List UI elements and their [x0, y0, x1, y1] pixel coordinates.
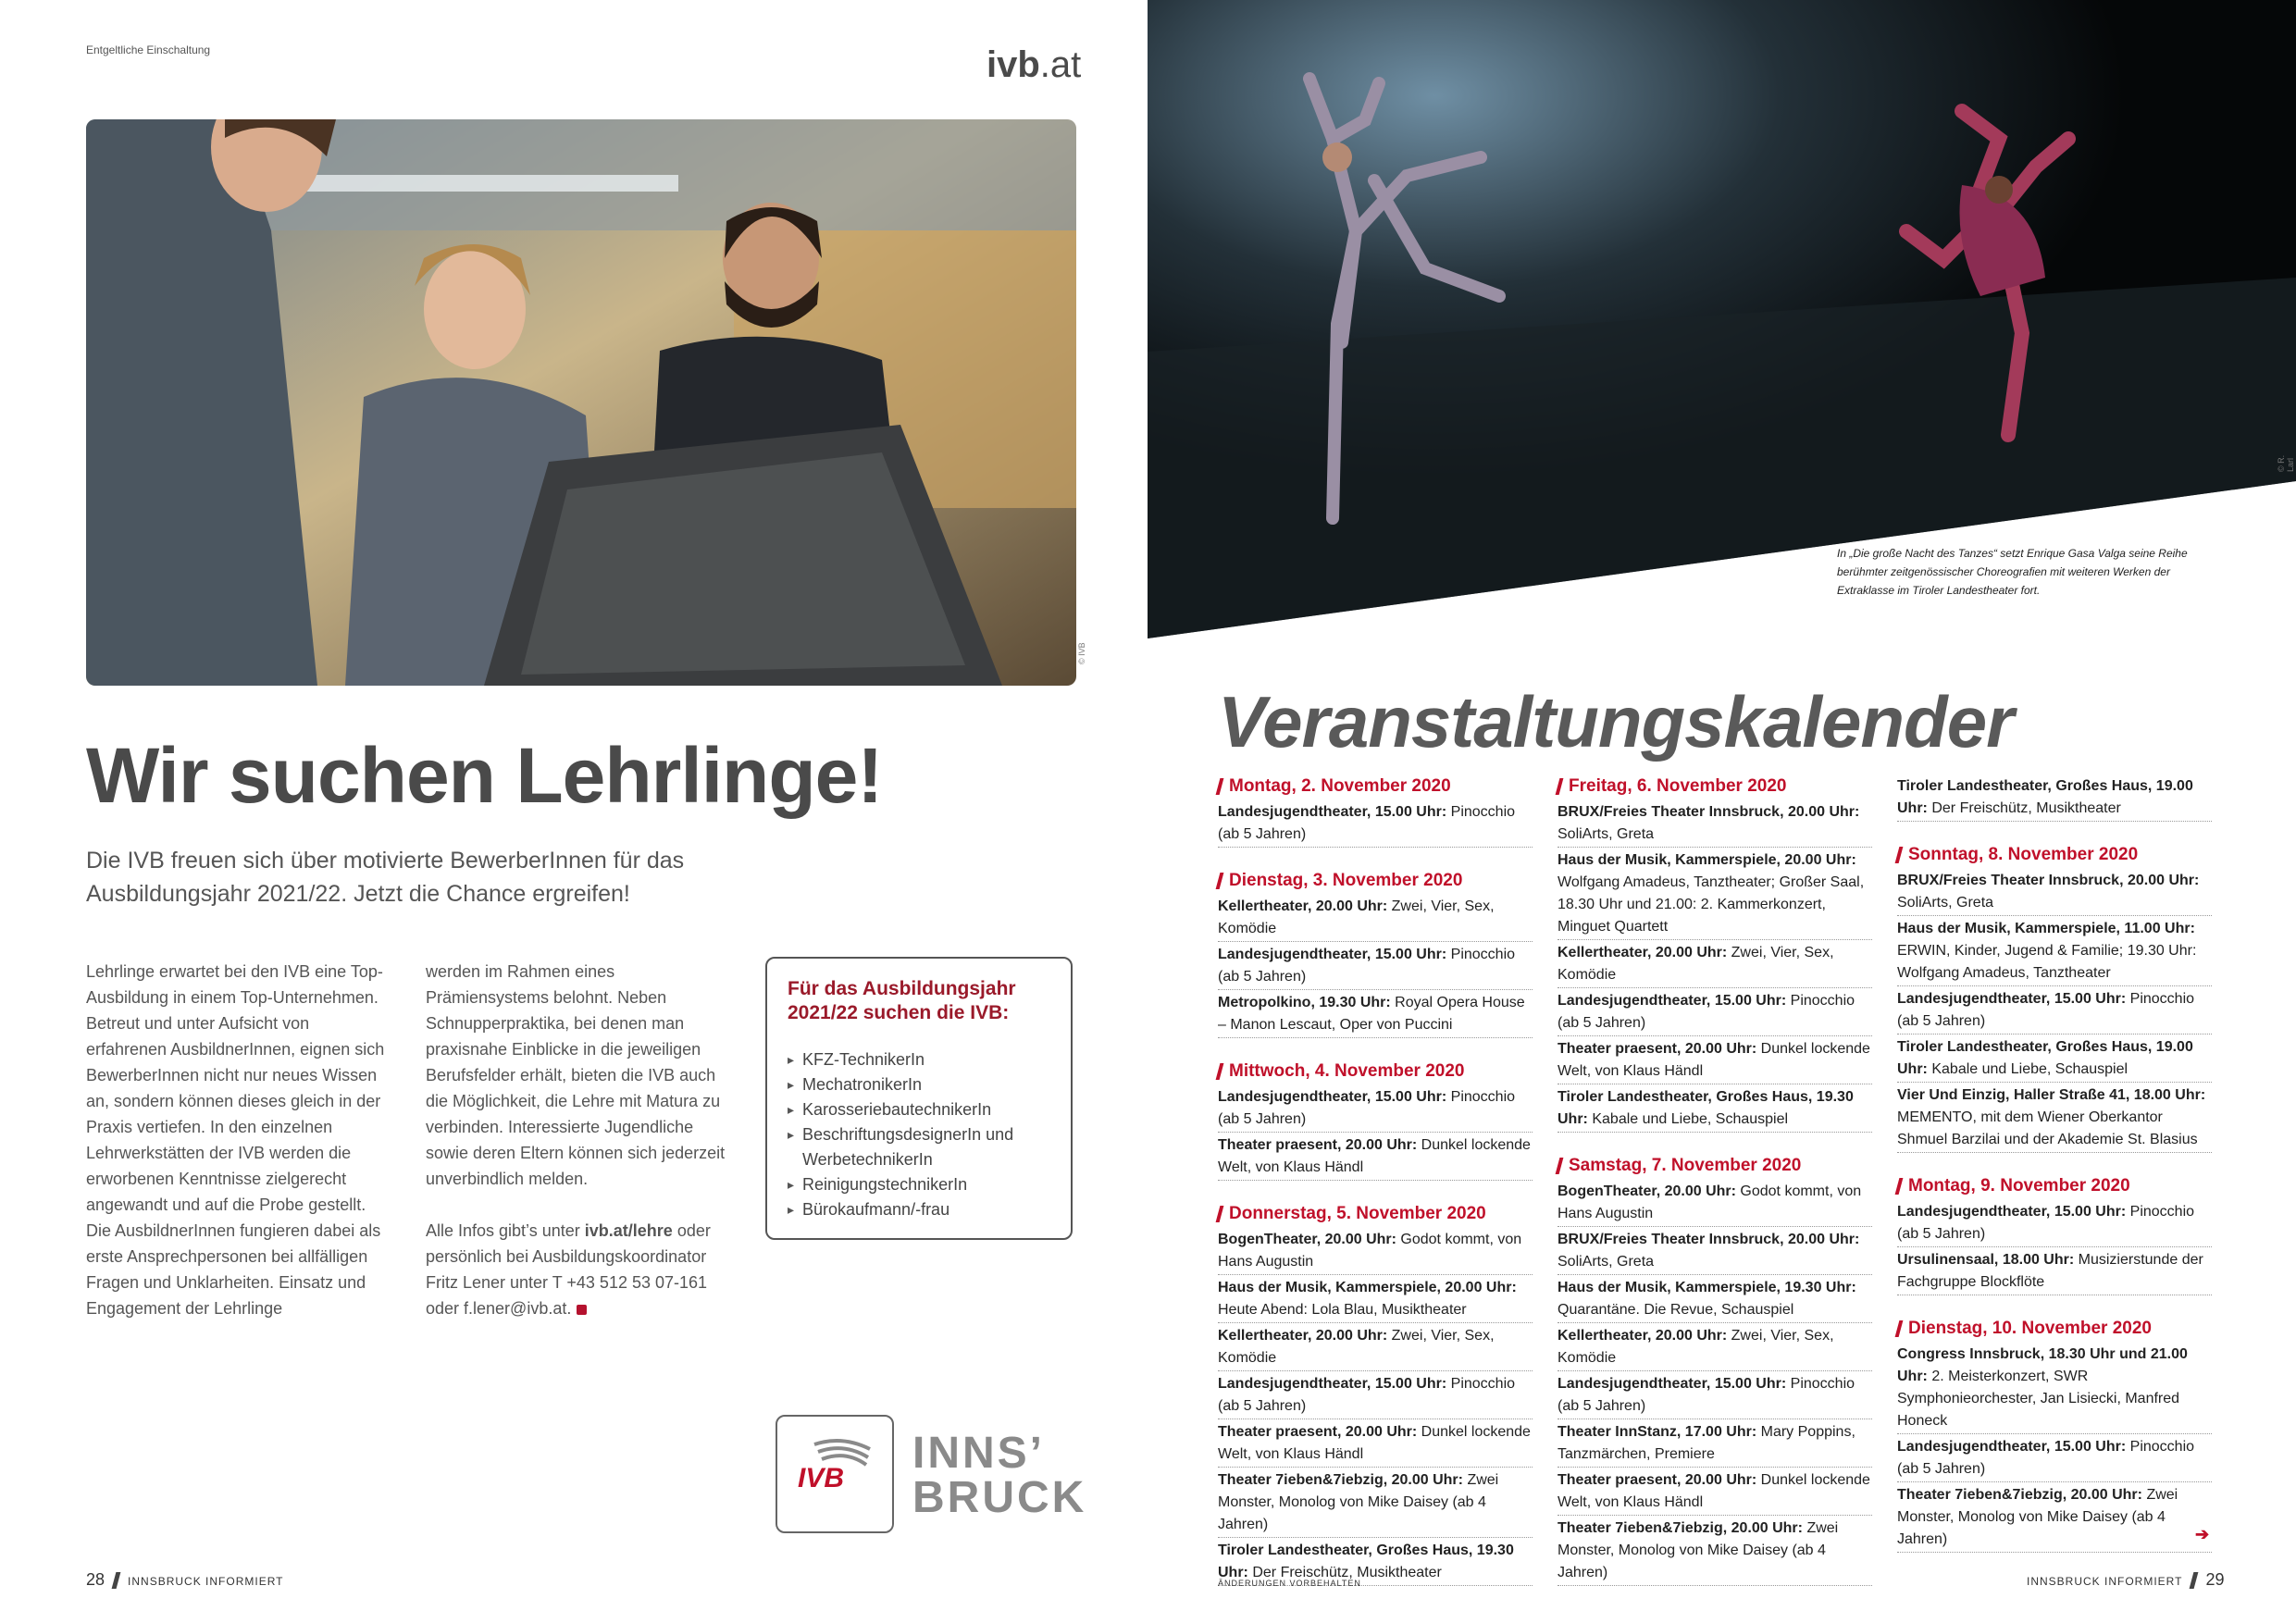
- event-detail: Zwei, Vier, Sex, Komödie: [1558, 1328, 1834, 1366]
- event-venue: Haus der Musik, Kammerspiele, 11.00 Uhr:: [1897, 921, 2195, 936]
- event-venue: Landesjugendtheater, 15.00 Uhr:: [1558, 1376, 1787, 1392]
- day-block: [1897, 1173, 2212, 1295]
- event-venue: Kellertheater, 20.00 Uhr:: [1558, 1328, 1728, 1344]
- event-venue: Theater 7ieben&7iebzig, 20.00 Uhr:: [1218, 1472, 1463, 1488]
- event-detail: Pinocchio (ab 5 Jahren): [1218, 804, 1516, 842]
- dance-photo: [1148, 0, 2296, 638]
- photo-caption: In „Die große Nacht des Tanzes“ setzt Enrique Gasa Valga seine Reihe berühmter zeitgenössischer Choreografien mit weiteren Werken der Extraklasse im Tiroler Landestheater fort.: [1837, 547, 2188, 597]
- end-mark-icon: [577, 1305, 587, 1315]
- logo-city-line-2: BRUCK: [912, 1473, 1087, 1522]
- event-entry: [1218, 894, 1533, 942]
- calendar-column-3: [1897, 774, 2212, 1553]
- brand-ivb-at[interactable]: [987, 44, 1081, 86]
- event-detail: Zwei, Vier, Sex, Komödie: [1218, 898, 1495, 936]
- event-detail: Dunkel lockende Welt, von Klaus Händl: [1218, 1137, 1531, 1175]
- event-entry: [1897, 774, 2212, 822]
- body-column-1: [86, 959, 391, 1321]
- event-entry: [1897, 1035, 2212, 1083]
- event-venue: Landesjugendtheater, 15.00 Uhr:: [1897, 1204, 2127, 1220]
- day-heading: Dienstag, 10. November 2020: [1897, 1316, 2212, 1342]
- day-block: [1218, 774, 1533, 848]
- event-detail: Royal Opera House – Manon Lescaut, Oper von Puccini: [1218, 995, 1525, 1033]
- photo-credit-ivb: © IVB: [1077, 642, 1086, 664]
- event-detail: Mary Poppins, Tanzmärchen, Premiere: [1558, 1424, 1855, 1462]
- apprenticeship-list: [788, 1047, 1050, 1222]
- event-entry: [1897, 1247, 2212, 1295]
- day-block: [1897, 1316, 2212, 1553]
- event-entry: [1218, 942, 1533, 990]
- event-detail: Pinocchio (ab 5 Jahren): [1897, 1204, 2195, 1242]
- event-venue: Theater 7ieben&7iebzig, 20.00 Uhr:: [1897, 1487, 2142, 1503]
- event-entry: [1558, 1419, 1872, 1468]
- list-item: ▸ Bürokaufmann/-frau: [788, 1197, 1050, 1222]
- event-detail: Pinocchio (ab 5 Jahren): [1897, 991, 2195, 1029]
- event-detail: Pinocchio (ab 5 Jahren): [1558, 993, 1855, 1031]
- day-heading: Mittwoch, 4. November 2020: [1218, 1059, 1533, 1084]
- day-block: [1218, 1059, 1533, 1181]
- page-footer-left: [86, 1570, 283, 1590]
- event-venue: BRUX/Freies Theater Innsbruck, 20.00 Uhr:: [1558, 1232, 1860, 1247]
- contact-text-a: Alle Infos gibt’s unter: [426, 1221, 585, 1240]
- event-detail: Zwei Monster, Monolog von Mike Daisey (ab 4 Jahren): [1897, 1487, 2178, 1547]
- event-venue: BogenTheater, 20.00 Uhr:: [1218, 1232, 1396, 1247]
- event-detail: Godot kommt, von Hans Augustin: [1218, 1232, 1522, 1270]
- event-detail: Dunkel lockende Welt, von Klaus Händl: [1558, 1472, 1870, 1510]
- event-entry: [1218, 1275, 1533, 1323]
- event-entry: [1558, 799, 1872, 848]
- brand-suffix: .at: [1039, 44, 1082, 85]
- event-venue: Theater 7ieben&7iebzig, 20.00 Uhr:: [1558, 1520, 1803, 1536]
- event-venue: Congress Innsbruck, 18.30 Uhr und 21.00 Uhr:: [1897, 1346, 2188, 1384]
- box-title: Für das Ausbildungsjahr 2021/22 suchen die IVB:: [788, 978, 1016, 1023]
- event-entry: [1558, 1323, 1872, 1371]
- continue-arrow-icon: ➔: [2195, 1525, 2210, 1543]
- event-venue: Tiroler Landestheater, Großes Haus, 19.30 Uhr:: [1218, 1542, 1514, 1580]
- event-venue: Kellertheater, 20.00 Uhr:: [1558, 945, 1728, 960]
- event-venue: Landesjugendtheater, 15.00 Uhr:: [1897, 1439, 2127, 1455]
- day-heading: Montag, 9. November 2020: [1897, 1173, 2212, 1199]
- event-venue: BogenTheater, 20.00 Uhr:: [1558, 1183, 1736, 1199]
- event-venue: Landesjugendtheater, 15.00 Uhr:: [1218, 1089, 1447, 1105]
- contact-text-b: oder persönlich bei Ausbildungskoordinator Fritz Lener unter T +43 512 53 07-161 oder f.lener@ivb.at.: [426, 1221, 711, 1318]
- event-venue: Tiroler Landestheater, Großes Haus, 19.30 Uhr:: [1558, 1089, 1854, 1127]
- event-venue: Haus der Musik, Kammerspiele, 20.00 Uhr:: [1218, 1280, 1517, 1295]
- event-detail: Kabale und Liebe, Schauspiel: [1931, 1061, 2128, 1077]
- page-number: 29: [2205, 1570, 2225, 1589]
- event-detail: Musizierstunde der Fachgruppe Blockflöte: [1897, 1252, 2203, 1290]
- event-entry: [1218, 1419, 1533, 1468]
- event-entry: [1897, 1482, 2212, 1553]
- event-detail: Zwei, Vier, Sex, Komödie: [1558, 945, 1834, 983]
- contact-paragraph: [426, 1218, 731, 1321]
- event-entry: [1558, 1371, 1872, 1419]
- event-entry: [1897, 1342, 2212, 1434]
- event-detail: Wolfgang Amadeus, Tanztheater; Großer Saal, 18.30 Uhr und 21.00: 2. Kammerkonzert, Minguet Quartett: [1558, 874, 1865, 935]
- event-venue: Landesjugendtheater, 15.00 Uhr:: [1897, 991, 2127, 1007]
- event-detail: Dunkel lockende Welt, von Klaus Händl: [1558, 1041, 1870, 1079]
- event-venue: Kellertheater, 20.00 Uhr:: [1218, 898, 1388, 914]
- innsbruck-logo: [912, 1431, 1086, 1520]
- event-entry: [1558, 848, 1872, 940]
- footer-divider-icon: [2190, 1572, 2199, 1589]
- event-detail: SoliArts, Greta: [1558, 1254, 1655, 1270]
- day-heading: Dienstag, 3. November 2020: [1218, 868, 1533, 894]
- event-venue: Theater praesent, 20.00 Uhr:: [1558, 1472, 1757, 1488]
- event-entry: [1558, 1084, 1872, 1133]
- event-entry: [1558, 1516, 1872, 1586]
- event-entry: [1897, 986, 2212, 1035]
- event-venue: Landesjugendtheater, 15.00 Uhr:: [1218, 804, 1447, 820]
- event-venue: Kellertheater, 20.00 Uhr:: [1218, 1328, 1388, 1344]
- event-detail: Heute Abend: Lola Blau, Musiktheater: [1218, 1302, 1467, 1318]
- event-detail: Quarantäne. Die Revue, Schauspiel: [1558, 1302, 1794, 1318]
- event-venue: Tiroler Landestheater, Großes Haus, 19.00 Uhr:: [1897, 778, 2193, 816]
- event-entry: [1558, 1468, 1872, 1516]
- event-venue: Haus der Musik, Kammerspiele, 19.30 Uhr:: [1558, 1280, 1856, 1295]
- event-detail: Zwei Monster, Monolog von Mike Daisey (ab 4 Jahren): [1558, 1520, 1839, 1580]
- page-number: 28: [86, 1570, 105, 1589]
- event-venue: Metropolkino, 19.30 Uhr:: [1218, 995, 1391, 1010]
- event-detail: SoliArts, Greta: [1558, 826, 1655, 842]
- event-detail: ERWIN, Kinder, Jugend & Familie; 19.30 Uhr: Wolfgang Amadeus, Tanztheater: [1897, 943, 2197, 981]
- day-heading: Samstag, 7. November 2020: [1558, 1153, 1872, 1179]
- event-entry: [1218, 1323, 1533, 1371]
- changes-notice: ÄNDERUNGEN VORBEHALTEN: [1218, 1579, 1361, 1588]
- event-venue: BRUX/Freies Theater Innsbruck, 20.00 Uhr:: [1558, 804, 1860, 820]
- event-entry: [1558, 940, 1872, 988]
- day-block: [1218, 868, 1533, 1038]
- photo-credit-larl: © R. Larl: [2277, 454, 2295, 472]
- day-block: [1218, 1201, 1533, 1586]
- event-detail: MEMENTO, mit dem Wiener Oberkantor Shmuel Barzilai und der Akademie St. Blasius: [1897, 1109, 2198, 1147]
- body-paragraph-2: werden im Rahmen eines Prämiensystems belohnt. Neben Schnupperpraktika, bei denen man praxisnahe Einblicke in die jeweiligen Berufsfelder erhält, bieten die IVB auch die Möglichkeit, die Lehre mit Matura zu verbinden. Interessierte Jugendliche sowie deren Eltern können sich jederzeit unverbindlich melden.: [426, 962, 726, 1188]
- event-venue: Tiroler Landestheater, Großes Haus, 19.00 Uhr:: [1897, 1039, 2193, 1077]
- list-item: ▸ KFZ-TechnikerIn: [788, 1047, 1050, 1072]
- event-detail: Pinocchio (ab 5 Jahren): [1218, 1089, 1516, 1127]
- event-venue: Theater praesent, 20.00 Uhr:: [1558, 1041, 1757, 1057]
- event-venue: Ursulinensaal, 18.00 Uhr:: [1897, 1252, 2075, 1268]
- day-heading: Freitag, 6. November 2020: [1558, 774, 1872, 799]
- day-block: [1897, 842, 2212, 1153]
- event-detail: Der Freischütz, Musiktheater: [1931, 800, 2121, 816]
- event-entry: [1558, 988, 1872, 1036]
- event-venue: Theater InnStanz, 17.00 Uhr:: [1558, 1424, 1757, 1440]
- event-detail: SoliArts, Greta: [1897, 895, 1994, 911]
- calendar-title: Veranstaltungskalender: [1218, 681, 2014, 762]
- calendar-column-1: [1218, 774, 1533, 1586]
- event-venue: Vier Und Einzig, Haller Straße 41, 18.00 Uhr:: [1897, 1087, 2206, 1103]
- day-block: [1558, 774, 1872, 1133]
- event-detail: Zwei Monster, Monolog von Mike Daisey (ab 4 Jahren): [1218, 1472, 1499, 1532]
- event-venue: BRUX/Freies Theater Innsbruck, 20.00 Uhr:: [1897, 873, 2200, 888]
- event-entry: [1897, 1083, 2212, 1153]
- event-detail: Kabale und Liebe, Schauspiel: [1592, 1111, 1789, 1127]
- event-entry: [1897, 1434, 2212, 1482]
- event-detail: Pinocchio (ab 5 Jahren): [1558, 1376, 1855, 1414]
- apprenticeship-box: [765, 957, 1073, 1240]
- headline: Wir suchen Lehrlinge!: [86, 732, 883, 819]
- day-heading: Donnerstag, 5. November 2020: [1218, 1201, 1533, 1227]
- day-block: [1558, 1153, 1872, 1586]
- event-venue: Theater praesent, 20.00 Uhr:: [1218, 1424, 1418, 1440]
- body-column-2: [426, 959, 731, 1347]
- list-item: ▸ BeschriftungsdesignerIn und WerbetechnikerIn: [788, 1122, 1050, 1172]
- brand-bold: ivb: [987, 44, 1040, 85]
- event-entry: [1558, 1227, 1872, 1275]
- event-entry: [1218, 799, 1533, 848]
- logo-city-line-1: INNS’: [912, 1429, 1046, 1478]
- list-item: ▸ ReinigungstechnikerIn: [788, 1172, 1050, 1197]
- footer-divider-icon: [112, 1572, 121, 1589]
- day-heading: Montag, 2. November 2020: [1218, 774, 1533, 799]
- paid-notice: Entgeltliche Einschaltung: [86, 43, 211, 56]
- calendar-column-2: [1558, 774, 1872, 1586]
- event-venue: Theater praesent, 20.00 Uhr:: [1218, 1137, 1418, 1153]
- event-entry: [1218, 1227, 1533, 1275]
- event-venue: Landesjugendtheater, 15.00 Uhr:: [1558, 993, 1787, 1009]
- event-entry: [1218, 990, 1533, 1038]
- list-item: ▸ KarosseriebautechnikerIn: [788, 1097, 1050, 1122]
- event-detail: Pinocchio (ab 5 Jahren): [1897, 1439, 2195, 1477]
- event-entry: [1218, 1084, 1533, 1133]
- event-detail: Pinocchio (ab 5 Jahren): [1218, 947, 1516, 985]
- ivb-logo-text: IVB: [798, 1463, 845, 1493]
- apprentice-workshop-photo: [86, 119, 1076, 686]
- list-item: ▸ MechatronikerIn: [788, 1072, 1050, 1097]
- event-entry: [1218, 1468, 1533, 1538]
- event-entry: [1558, 1036, 1872, 1084]
- event-entry: [1897, 916, 2212, 986]
- event-detail: Der Freischütz, Musiktheater: [1252, 1565, 1442, 1580]
- event-detail: Dunkel lockende Welt, von Klaus Händl: [1218, 1424, 1531, 1462]
- event-detail: Zwei, Vier, Sex, Komödie: [1218, 1328, 1495, 1366]
- contact-link[interactable]: ivb.at/lehre: [584, 1221, 673, 1240]
- event-entry: [1897, 868, 2212, 916]
- day-heading: Sonntag, 8. November 2020: [1897, 842, 2212, 868]
- event-detail: Pinocchio (ab 5 Jahren): [1218, 1376, 1516, 1414]
- body-paragraph-1: Lehrlinge erwartet bei den IVB eine Top-Ausbildung in einem Top-Unternehmen. Betreut und unter Aufsicht von erfahrenen AusbildnerInnen, eignen sich BewerberInnen nicht nur neues Wissen an, sondern können dieses gleich in der Praxis vertiefen. In den einzelnen Lehrwerkstätten der IVB werden die erworbenen Kenntnisse zielgerecht angewandt und auf die Probe gestellt. Die AusbildnerInnen fungieren dabei als erste Ansprechpersonen bei allfälligen Fragen und Unklarheiten. Einsatz und Engagement der Lehrlinge: [86, 962, 385, 1318]
- footer-title: INNSBRUCK INFORMIERT: [2027, 1575, 2183, 1588]
- footer-title: INNSBRUCK INFORMIERT: [128, 1575, 284, 1588]
- page-footer-right: [2027, 1570, 2224, 1590]
- event-entry: [1897, 1199, 2212, 1247]
- day-block: [1897, 774, 2212, 822]
- event-entry: [1218, 1371, 1533, 1419]
- event-entry: [1218, 1133, 1533, 1181]
- event-venue: Haus der Musik, Kammerspiele, 20.00 Uhr:: [1558, 852, 1856, 868]
- event-detail: 2. Meisterkonzert, SWR Symphonieorchester, Jan Lisiecki, Manfred Honeck: [1897, 1369, 2180, 1429]
- event-venue: Landesjugendtheater, 15.00 Uhr:: [1218, 947, 1447, 962]
- event-entry: [1558, 1179, 1872, 1227]
- event-venue: Landesjugendtheater, 15.00 Uhr:: [1218, 1376, 1447, 1392]
- event-detail: Godot kommt, von Hans Augustin: [1558, 1183, 1862, 1221]
- intro-text: Die IVB freuen sich über motivierte BewerberInnen für das Ausbildungsjahr 2021/22. Jetzt die Chance ergreifen!: [86, 848, 685, 907]
- event-entry: [1558, 1275, 1872, 1323]
